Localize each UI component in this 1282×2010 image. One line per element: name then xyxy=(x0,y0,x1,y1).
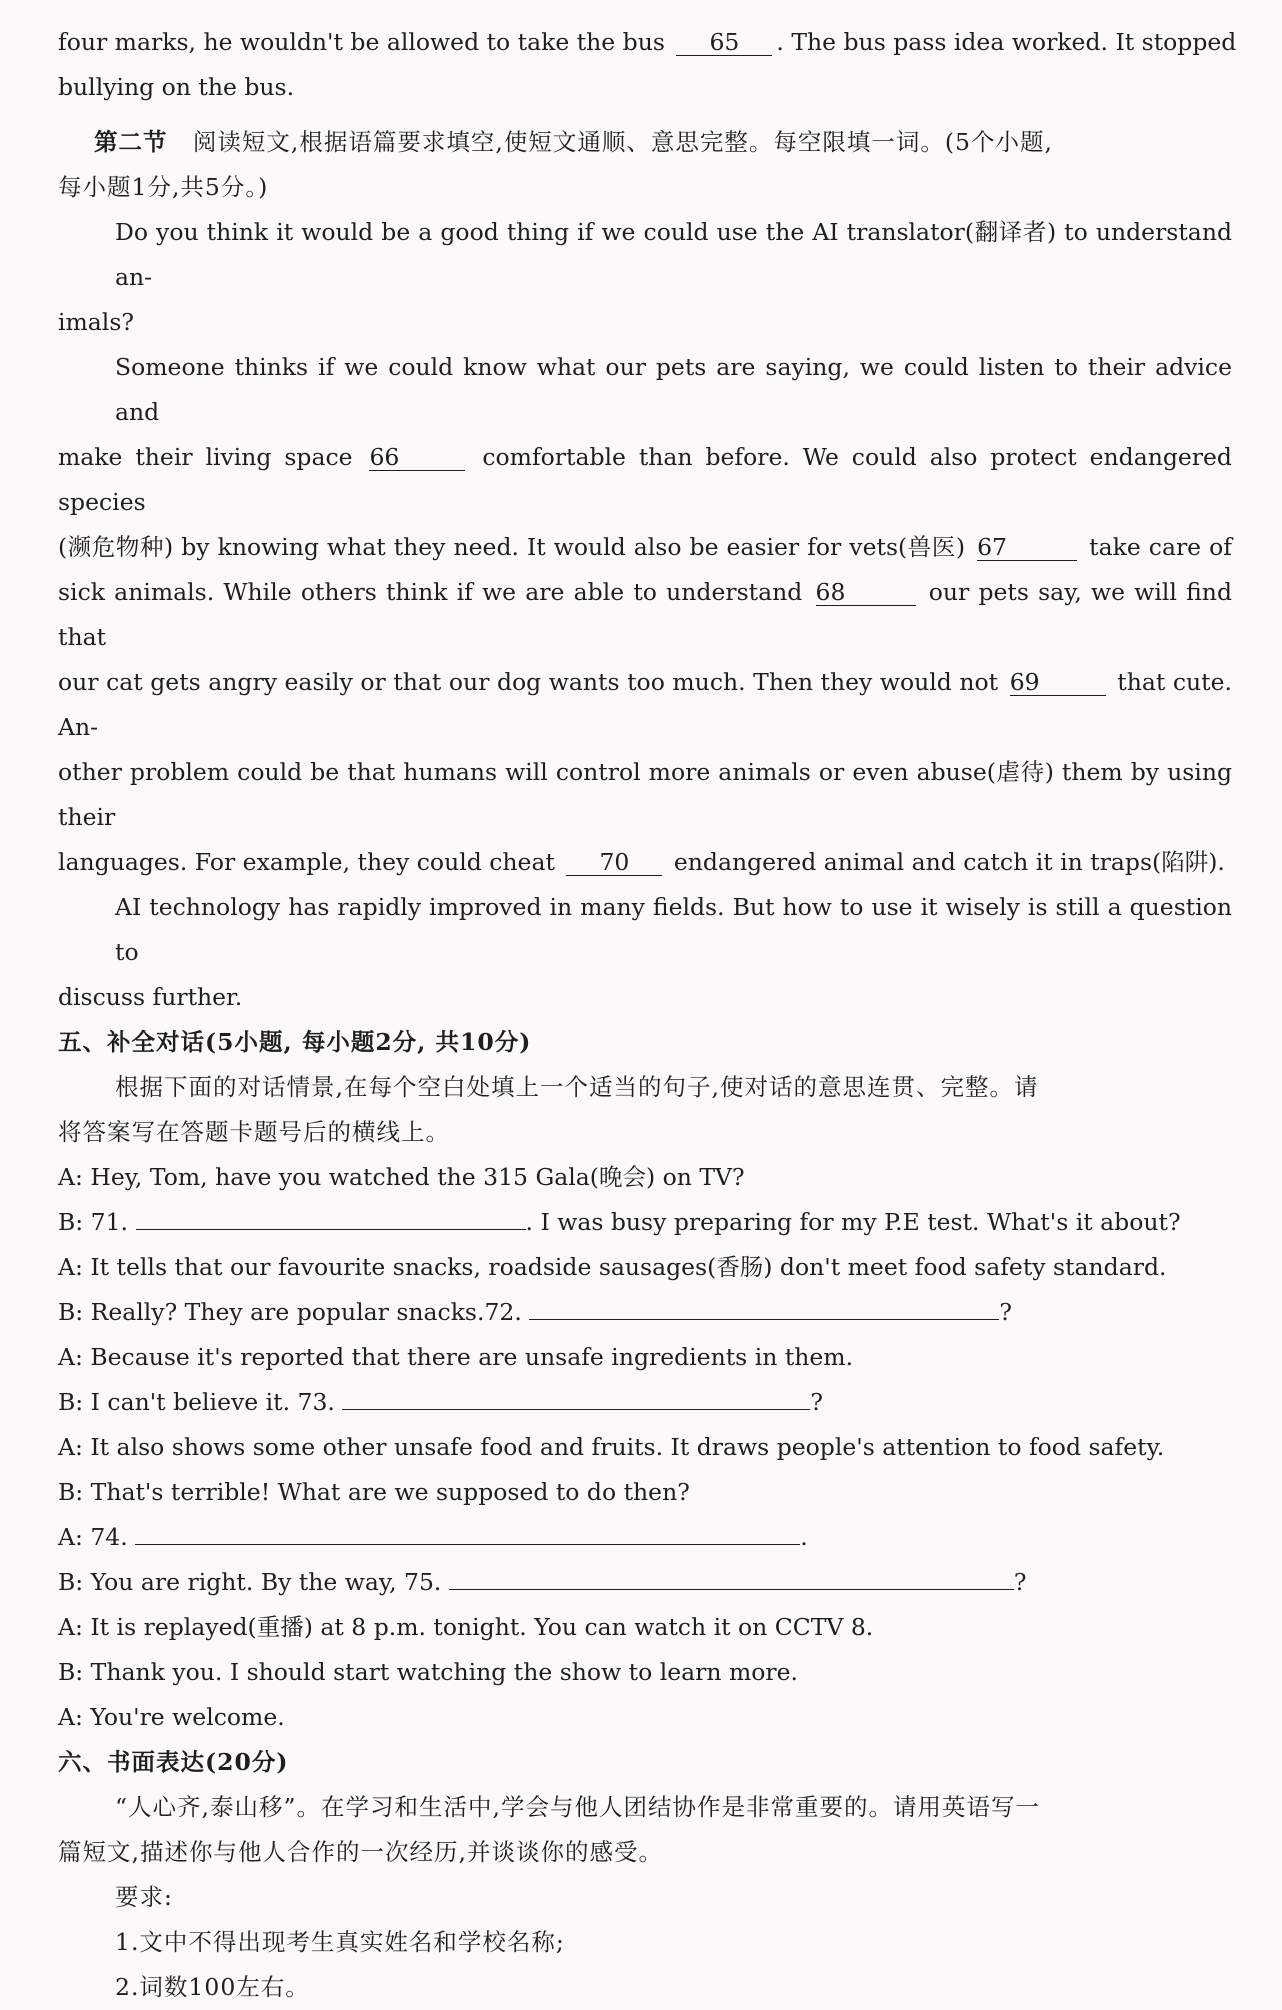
answer-line-71 xyxy=(136,1207,526,1230)
text: (濒危物种) by knowing what they need. It would also be easier for vets(兽医) xyxy=(58,533,966,561)
text: four marks, he wouldn't be allowed to take the bus xyxy=(58,28,665,56)
dialogue-line: A: It is replayed(重播) at 8 p.m. tonight. You can watch it on CCTV 8. xyxy=(58,1613,874,1641)
section2-instruction-cont: 每小题1分,共5分。) xyxy=(58,173,269,201)
requirement-2: 2.词数100左右。 xyxy=(115,1973,310,2001)
dialogue-line: A: Hey, Tom, have you watched the 315 Gala(晚会) on TV? xyxy=(58,1163,745,1191)
dialogue-line xyxy=(58,1560,1232,1605)
passage-line: discuss further. xyxy=(58,983,243,1011)
blank-65: 65 xyxy=(676,29,772,56)
text: endangered animal and catch it in traps(陷阱). xyxy=(673,848,1225,876)
dialogue-line xyxy=(58,1290,1232,1335)
dialogue-line xyxy=(58,1515,1232,1560)
passage-line xyxy=(58,570,1232,660)
text: B: You are right. By the way, 75. xyxy=(58,1568,442,1596)
text: that cute. An- xyxy=(58,668,1232,741)
answer-line-73 xyxy=(342,1387,810,1410)
passage-line: Do you think it would be a good thing if we could use the AI translator(翻译者) to understand an- xyxy=(115,218,1232,291)
dialogue-line: A: You're welcome. xyxy=(58,1703,285,1731)
dialogue-line: B: Thank you. I should start watching the show to learn more. xyxy=(58,1658,799,1686)
text: A: 74. xyxy=(58,1523,128,1551)
blank-66: 66 xyxy=(369,444,465,471)
dialogue-line: A: Because it's reported that there are unsafe ingredients in them. xyxy=(58,1343,854,1371)
text: take care of xyxy=(1089,533,1232,561)
passage-line xyxy=(58,20,1237,65)
dialogue-line xyxy=(58,1380,1232,1425)
section2-label: 第二节 xyxy=(94,128,168,156)
requirements-title: 要求: xyxy=(115,1883,173,1911)
writing-prompt-cont: 篇短文,描述你与他人合作的一次经历,并谈谈你的感受。 xyxy=(58,1838,663,1866)
section2-instruction xyxy=(58,120,1232,165)
text: sick animals. While others think if we are able to understand xyxy=(58,578,803,606)
passage-line xyxy=(58,660,1232,750)
answer-line-74 xyxy=(135,1522,800,1545)
blank-70: 70 xyxy=(566,849,662,876)
text: B: Really? They are popular snacks.72. xyxy=(58,1298,522,1326)
part-six-heading: 六、书面表达(20分) xyxy=(58,1748,289,1776)
text: make their living space xyxy=(58,443,353,471)
passage-line xyxy=(58,840,1232,885)
text: our pets say, we will find that xyxy=(58,578,1232,651)
text: comfortable than before. We could also protect endangered species xyxy=(58,443,1232,516)
answer-line-75 xyxy=(449,1567,1014,1590)
passage-line: imals? xyxy=(58,308,134,336)
blank-67: 67 xyxy=(977,534,1077,561)
text: our cat gets angry easily or that our dog wants too much. Then they would not xyxy=(58,668,999,696)
text: B: I can't believe it. 73. xyxy=(58,1388,335,1416)
text: languages. For example, they could cheat xyxy=(58,848,555,876)
dialogue-line: B: That's terrible! What are we supposed to do then? xyxy=(58,1478,690,1506)
part-five-instruction: 根据下面的对话情景,在每个空白处填上一个适当的句子,使对话的意思连贯、完整。请 xyxy=(115,1073,1039,1101)
dialogue-line xyxy=(58,1200,1232,1245)
text: . xyxy=(800,1523,808,1551)
passage-line xyxy=(58,525,1232,570)
blank-68: 68 xyxy=(816,579,916,606)
dialogue-line: A: It also shows some other unsafe food and fruits. It draws people's attention to food safety. xyxy=(58,1433,1165,1461)
passage-line: Someone thinks if we could know what our pets are saying, we could listen to their advice and xyxy=(115,353,1232,426)
part-five-instruction-cont: 将答案写在答题卡题号后的横线上。 xyxy=(58,1118,450,1146)
passage-line: bullying on the bus. xyxy=(58,73,295,101)
text: . The bus pass idea worked. It stopped xyxy=(776,28,1237,56)
text: ? xyxy=(1013,1568,1027,1596)
text: B: 71. xyxy=(58,1208,129,1236)
passage-line: AI technology has rapidly improved in many fields. But how to use it wisely is still a question to xyxy=(115,893,1232,966)
part-five-heading: 五、补全对话(5小题, 每小题2分, 共10分) xyxy=(58,1028,532,1056)
text: 阅读短文,根据语篇要求填空,使短文通顺、意思完整。每空限填一词。(5个小题, xyxy=(192,128,1053,156)
writing-prompt: “人心齐,泰山移”。在学习和生活中,学会与他人团结协作是非常重要的。请用英语写一 xyxy=(115,1793,1040,1821)
requirement-1: 1.文中不得出现考生真实姓名和学校名称; xyxy=(115,1928,565,1956)
blank-69: 69 xyxy=(1010,669,1106,696)
text: ? xyxy=(810,1388,823,1416)
text: ? xyxy=(999,1298,1012,1326)
passage-line xyxy=(58,435,1232,525)
answer-line-72 xyxy=(529,1297,999,1320)
dialogue-line: A: It tells that our favourite snacks, roadside sausages(香肠) don't meet food safety standard. xyxy=(58,1253,1167,1281)
text: . I was busy preparing for my P.E test. What's it about? xyxy=(525,1208,1181,1236)
passage-line: other problem could be that humans will control more animals or even abuse(虐待) them by using their xyxy=(58,758,1232,831)
